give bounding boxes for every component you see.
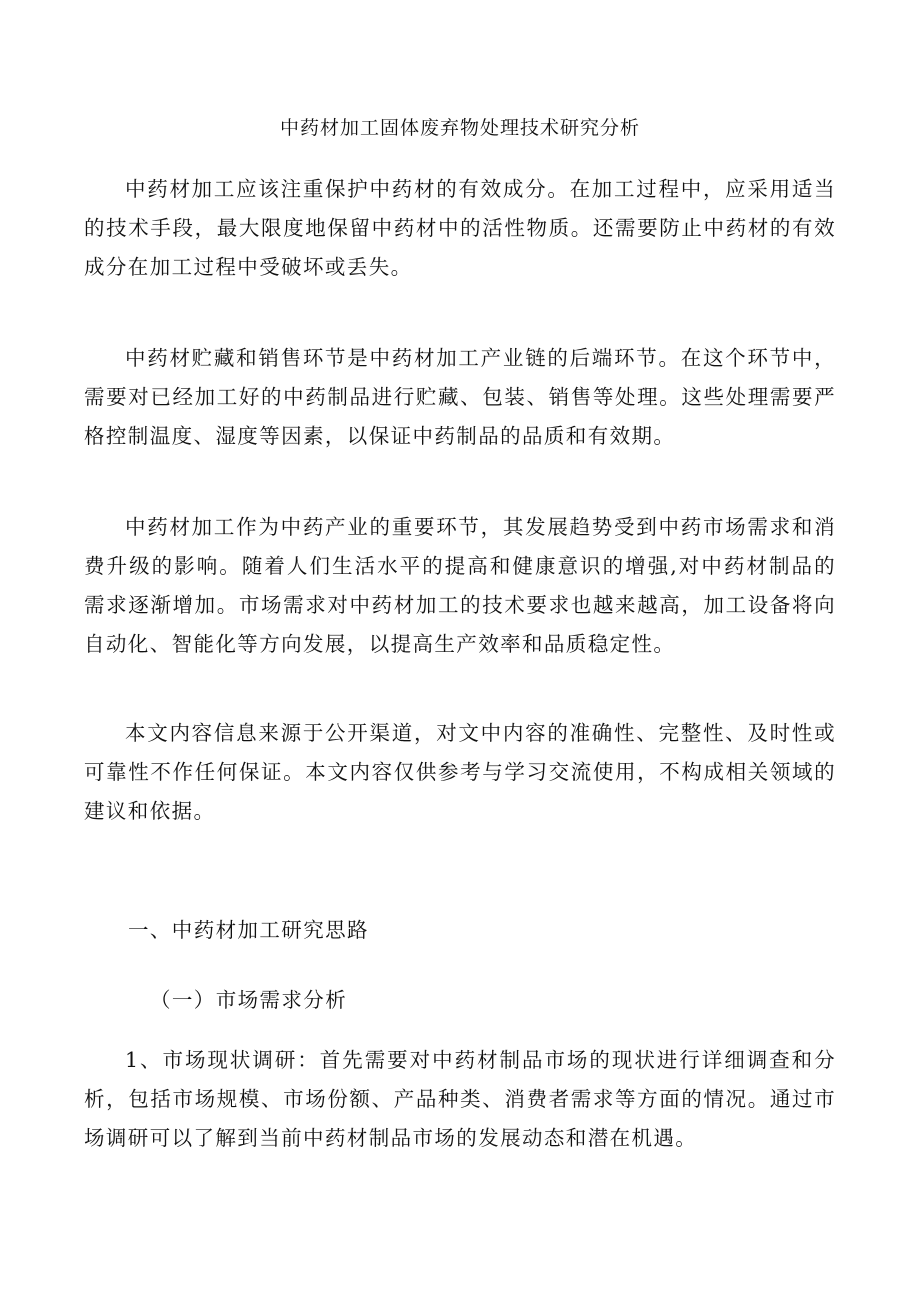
body-paragraph-3: 中药材加工作为中药产业的重要环节，其发展趋势受到中药市场需求和消费升级的影响。随着人们生活水平的提高和健康意识的增强,对中药材制品的需求逐渐增加。市场需求对中药材加工的技术要求也越来越高，加工设备将向自动化、智能化等方向发展，以提高生产效率和品质稳定性。 bbox=[84, 515, 836, 656]
body-paragraph-2: 中药材贮藏和销售环节是中药材加工产业链的后端环节。在这个环节中，需要对已经加工好的中药制品进行贮藏、包装、销售等处理。这些处理需要严格控制温度、湿度等因素，以保证中药制品的品质和有效期。 bbox=[84, 346, 836, 448]
subsection-heading: （一）市场需求分析 bbox=[150, 988, 348, 1012]
body-paragraph-1: 中药材加工应该注重保护中药材的有效成分。在加工过程中，应采用适当的技术手段，最大限度地保留中药材中的活性物质。还需要防止中药材的有效成分在加工过程中受破坏或丢失。 bbox=[84, 177, 836, 279]
item-paragraph-1: 1、市场现状调研：首先需要对中药材制品市场的现状进行详细调查和分析，包括市场规模、市场份额、产品种类、消费者需求等方面的情况。通过市场调研可以了解到当前中药材制品市场的发展动态和潜在机遇。 bbox=[84, 1048, 836, 1150]
body-paragraph-4: 本文内容信息来源于公开渠道，对文中内容的准确性、完整性、及时性或可靠性不作任何保证。本文内容仅供参考与学习交流使用，不构成相关领域的建议和依据。 bbox=[84, 721, 836, 823]
document-title: 中药材加工固体废弃物处理技术研究分析 bbox=[279, 117, 640, 139]
section-heading: 一、中药材加工研究思路 bbox=[128, 918, 369, 942]
